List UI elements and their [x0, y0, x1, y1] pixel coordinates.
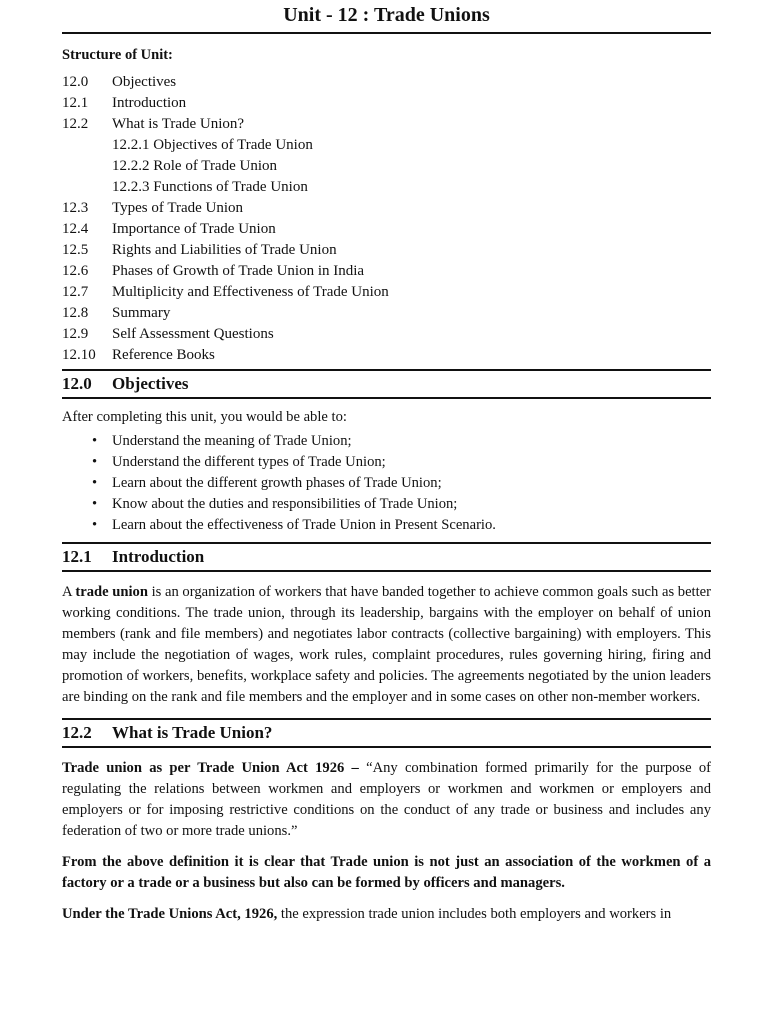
toc-number: 12.0: [62, 74, 89, 90]
toc-label: Rights and Liabilities of Trade Union: [112, 242, 337, 258]
list-item: [62, 515, 711, 536]
act-paragraph: [62, 904, 711, 925]
toc-row: [62, 324, 711, 345]
definition-bold: Trade union as per Trade Union Act 1926 –: [62, 760, 367, 776]
toc-row: [62, 303, 711, 324]
list-item-text: Understand the meaning of Trade Union;: [112, 433, 352, 449]
definition-text: “Any combination formed primarily for the purpose of regulating the relations between workmen and employers or workmen and workmen or employers and employers or for imposing restrictive conditions on the conduct of any trade or business and includes any federation of two or more trade unions.”: [62, 760, 711, 839]
toc-label: Self Assessment Questions: [112, 326, 274, 342]
toc-row: [62, 177, 711, 198]
structure-heading: Structure of Unit:: [62, 47, 173, 63]
toc-label: Types of Trade Union: [112, 200, 244, 216]
bullet-icon: •: [92, 475, 98, 491]
toc-label: Importance of Trade Union: [112, 221, 276, 237]
bullet-icon: •: [92, 433, 98, 449]
section-number: 12.2: [62, 723, 92, 742]
toc-number: 12.8: [62, 305, 89, 321]
list-item: [62, 452, 711, 473]
list-item-text: Learn about the effectiveness of Trade Union in Present Scenario.: [112, 517, 496, 533]
act-text: the expression trade union includes both employers and workers in: [277, 906, 672, 922]
toc-number: 12.3: [62, 200, 89, 216]
toc-label: Phases of Growth of Trade Union in India: [112, 263, 365, 279]
toc-row: [62, 156, 711, 177]
toc-row: [62, 72, 711, 93]
toc-row: [62, 114, 711, 135]
document-page: [62, 0, 711, 925]
intro-bold-term: trade union: [75, 584, 148, 600]
toc-number: 12.9: [62, 326, 89, 342]
section-title: [62, 544, 711, 570]
section-rule-bottom: [62, 397, 711, 399]
toc-row: [62, 345, 711, 366]
toc-row: [62, 93, 711, 114]
bullet-icon: •: [92, 496, 98, 512]
clarification-paragraph: [62, 852, 711, 894]
section-number: 12.0: [62, 374, 92, 393]
definition-paragraph: [62, 758, 711, 842]
act-bold: Under the Trade Unions Act, 1926,: [62, 906, 278, 922]
toc-number: 12.7: [62, 284, 89, 300]
toc-row: [62, 240, 711, 261]
toc-number: 12.1: [62, 95, 89, 111]
bullet-icon: •: [92, 517, 98, 533]
toc-row: [62, 135, 711, 156]
toc-label: 12.2.3 Functions of Trade Union: [112, 179, 308, 195]
section-title: [62, 371, 711, 397]
toc-label: Introduction: [112, 95, 187, 111]
list-item-text: Understand the different types of Trade Union;: [112, 454, 386, 470]
toc-label: Summary: [112, 305, 171, 321]
title-rule: [62, 32, 711, 34]
section-header-introduction: [62, 542, 711, 572]
list-item: [62, 473, 711, 494]
section-header-what-is: [62, 718, 711, 748]
toc-number: 12.5: [62, 242, 89, 258]
intro-lead: A: [62, 584, 76, 600]
table-of-contents: [62, 72, 711, 366]
toc-row: [62, 282, 711, 303]
unit-title: Unit - 12 : Trade Unions: [283, 4, 490, 26]
section-header-objectives: [62, 369, 711, 399]
toc-label: What is Trade Union?: [112, 116, 245, 132]
toc-number: 12.4: [62, 221, 89, 237]
objectives-intro: After completing this unit, you would be able to:: [62, 409, 347, 425]
list-item-text: Learn about the different growth phases of Trade Union;: [112, 475, 442, 491]
introduction-paragraph: [62, 582, 711, 708]
section-title-text: Objectives: [112, 374, 189, 393]
list-item: [62, 431, 711, 452]
section-title: [62, 720, 711, 746]
list-item-text: Know about the duties and responsibilities of Trade Union;: [112, 496, 458, 512]
section-title-text: What is Trade Union?: [112, 723, 273, 742]
toc-label: Reference Books: [112, 347, 215, 363]
section-title-text: Introduction: [112, 547, 205, 566]
toc-label: Multiplicity and Effectiveness of Trade Union: [112, 284, 389, 300]
toc-number: 12.6: [62, 263, 89, 279]
toc-row: [62, 219, 711, 240]
toc-number: 12.10: [62, 347, 96, 363]
section-number: 12.1: [62, 547, 92, 566]
bullet-icon: •: [92, 454, 98, 470]
toc-number: 12.2: [62, 116, 89, 132]
intro-body: is an organization of workers that have banded together to achieve common goals such as better working conditions. The trade union, through its leadership, bargains with the employer on behalf of union members (rank and file members) and negotiates labor contracts (collective bargaining) with employers. This may include the negotiation of wages, work rules, complaint procedures, rules governing hiring, firing and promotion of workers, benefits, workplace safety and policies. The agreements negotiated by the union leaders are binding on the rank and file members and the employer and in some cases on other non-member workers.: [62, 584, 711, 705]
objectives-list: [62, 431, 711, 536]
toc-label: 12.2.2 Role of Trade Union: [112, 158, 277, 174]
toc-row: [62, 261, 711, 282]
toc-label: 12.2.1 Objectives of Trade Union: [112, 137, 313, 153]
toc-label: Objectives: [112, 74, 177, 90]
section-rule-bottom: [62, 746, 711, 748]
section-rule-bottom: [62, 570, 711, 572]
list-item: [62, 494, 711, 515]
toc-row: [62, 198, 711, 219]
clarification-bold: From the above definition it is clear that Trade union is not just an association of the workmen of a factory or a trade or a business but also can be formed by officers and managers.: [62, 854, 711, 891]
